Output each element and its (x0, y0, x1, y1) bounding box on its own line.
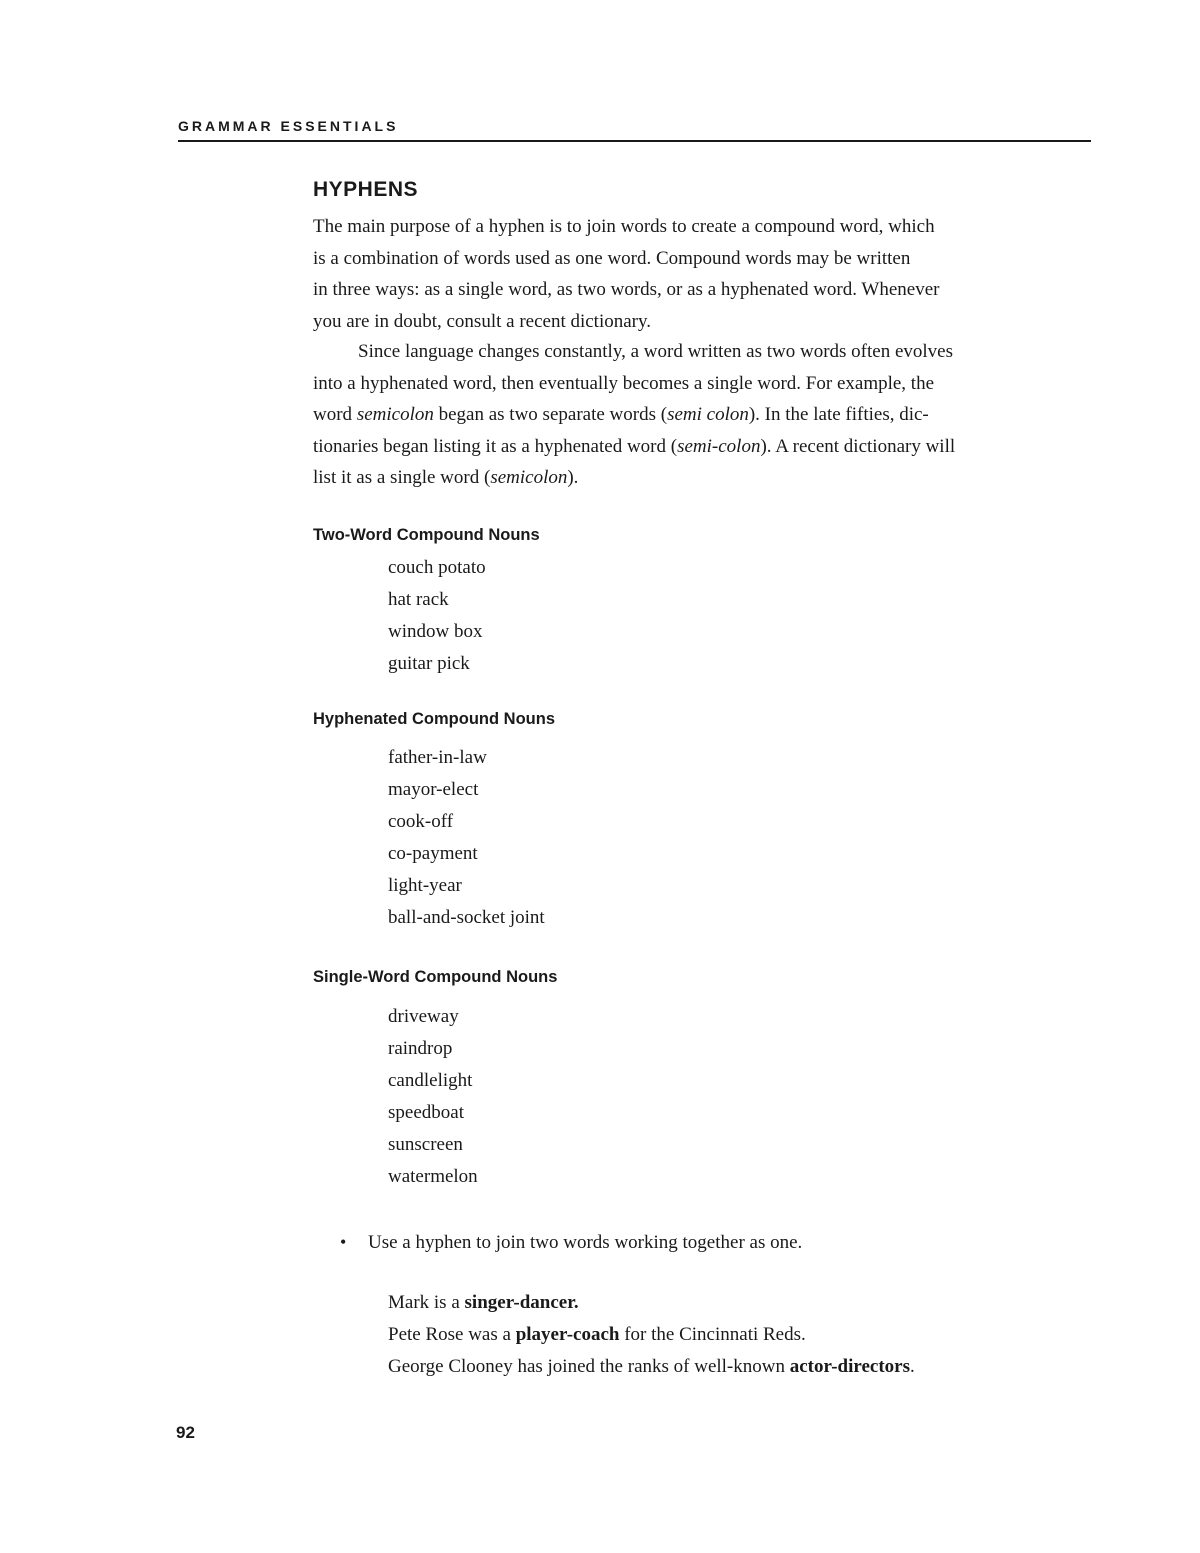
list-item: driveway (388, 1006, 459, 1027)
section-title: HYPHENS (313, 178, 419, 201)
running-head: GRAMMAR ESSENTIALS (178, 118, 399, 134)
page-number: 92 (176, 1423, 195, 1442)
italic-term: semi-colon (677, 435, 761, 457)
hyphenated-heading: Hyphenated Compound Nouns (313, 710, 555, 728)
text-run: George Clooney has joined the ranks of well-known (388, 1356, 790, 1377)
list-item: window box (388, 621, 483, 642)
list-item: father-in-law (388, 747, 487, 768)
text-run: ). (567, 467, 579, 488)
paragraph-intro (313, 211, 1003, 337)
list-item: cook-off (388, 811, 454, 832)
italic-term: semicolon (356, 404, 434, 425)
paragraph-line (313, 431, 1003, 463)
list-item: hat rack (388, 589, 449, 610)
hyphen-rule-bullet (340, 1226, 802, 1259)
header-rule (178, 140, 1091, 142)
example-sentences (388, 1287, 915, 1383)
single-word-heading: Single-Word Compound Nouns (313, 968, 558, 986)
text-run: ). In the late fifties, dic- (748, 404, 929, 425)
text-run: . (910, 1356, 915, 1377)
list-item: speedboat (388, 1102, 464, 1123)
paragraph-line: is a combination of words used as one word. Compound words may be written (313, 247, 911, 269)
text-run: list it as a single word ( (313, 467, 491, 488)
paragraph-line (313, 462, 1003, 494)
list-item: candlelight (388, 1070, 473, 1091)
example-sentence (388, 1287, 915, 1319)
list-item: watermelon (388, 1166, 478, 1187)
example-sentence (388, 1319, 915, 1351)
two-word-heading: Two-Word Compound Nouns (313, 526, 540, 544)
text-run: began as two separate words ( (433, 404, 668, 425)
text-run: ). A recent dictionary will (760, 435, 956, 457)
list-item: ball-and-socket joint (388, 907, 545, 928)
hyphenated-list (388, 742, 545, 934)
bullet-text: Use a hyphen to join two words working together as one. (368, 1232, 803, 1253)
text-run: Mark is a (388, 1292, 465, 1313)
paragraph-line: in three ways: as a single word, as two words, or as a hyphenated word. Whenever (313, 279, 940, 300)
single-word-list (388, 1001, 478, 1193)
list-item: light-year (388, 875, 462, 896)
list-item: co-payment (388, 843, 478, 864)
text-run: Pete Rose was a (388, 1324, 516, 1345)
paragraph-line: Since language changes constantly, a word written as two words often evolves (358, 341, 953, 362)
text-run: word (313, 404, 357, 425)
text-run: for the Cincinnati Reds. (619, 1324, 806, 1345)
example-sentence (388, 1351, 915, 1383)
list-item: mayor-elect (388, 779, 479, 800)
paragraph-line (313, 399, 1003, 431)
italic-term: semi colon (667, 404, 749, 425)
list-item: raindrop (388, 1038, 453, 1059)
list-item: couch potato (388, 557, 486, 578)
list-item: sunscreen (388, 1134, 463, 1155)
bold-compound: actor-directors (789, 1356, 911, 1377)
bullet-icon: • (340, 1232, 347, 1252)
list-item: guitar pick (388, 653, 470, 674)
paragraph-language-change (313, 336, 1003, 494)
two-word-list (388, 552, 486, 680)
italic-term: semicolon (490, 467, 568, 488)
paragraph-line: The main purpose of a hyphen is to join words to create a compound word, which (313, 216, 935, 237)
bold-compound: player-coach (515, 1324, 620, 1345)
paragraph-line: you are in doubt, consult a recent dictionary. (313, 310, 652, 332)
paragraph-line: into a hyphenated word, then eventually becomes a single word. For example, the (313, 372, 935, 394)
bold-compound: singer-dancer. (464, 1292, 579, 1313)
text-run: tionaries began listing it as a hyphenated word ( (313, 435, 678, 457)
